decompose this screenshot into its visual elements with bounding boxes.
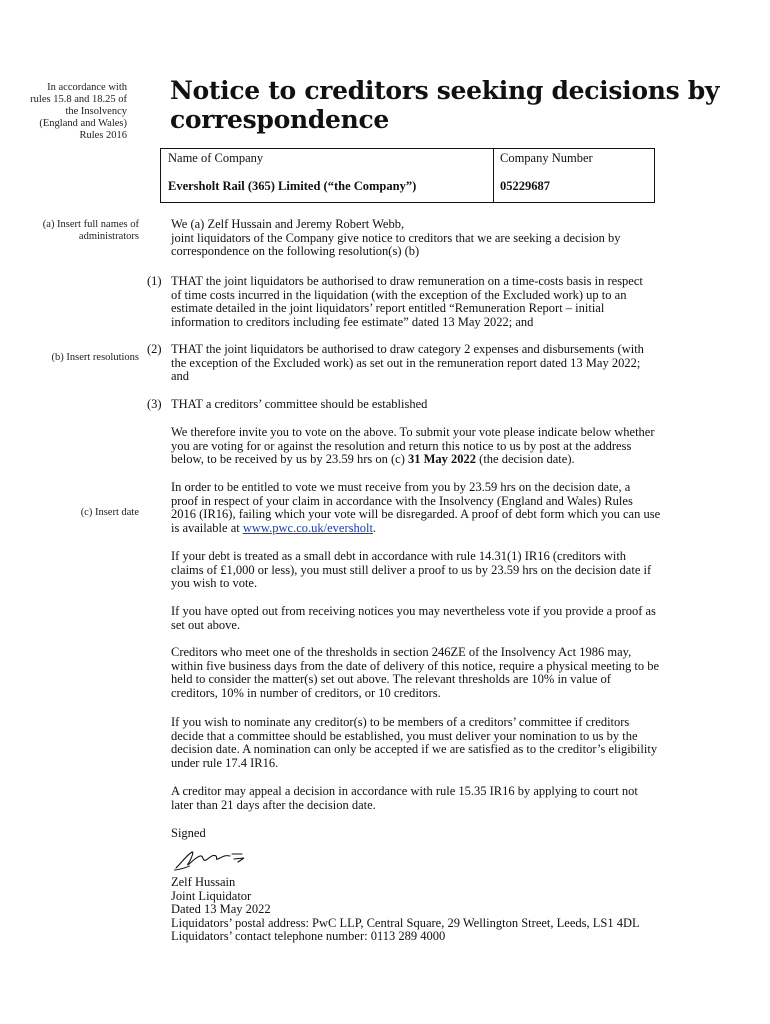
small-debt-line: claims of £1,000 or less), you must still deliver a proof to us by 23.59 hrs on the decision date if (171, 562, 652, 577)
rules-note-line: the Insolvency (65, 106, 127, 117)
title-line: correspondence (170, 105, 390, 134)
company-name-value: Eversholt Rail (365) Limited (“the Company”) (168, 179, 417, 193)
resolution-3 (171, 398, 721, 412)
contact-phone: Liquidators’ contact telephone number: 0113 289 4000 (171, 929, 446, 944)
invite-line: We therefore invite you to vote on the above. To submit your vote please indicate below whether (171, 425, 655, 439)
resolution-line: THAT a creditors’ committee should be established (171, 397, 428, 411)
signature-image (172, 846, 252, 872)
signed-label: Signed (171, 826, 206, 840)
opted-out-paragraph (171, 605, 721, 632)
admins-side-note (0, 219, 139, 243)
nominate-line: decide that a committee should be established, you must deliver your nomination to us by the (171, 728, 638, 743)
nominate-line: If you wish to nominate any creditor(s) to be members of a creditors’ committee if creditors (171, 715, 630, 729)
rules-note-line: Rules 2016 (79, 130, 127, 141)
rules-note-line: (England and Wales) (39, 118, 127, 129)
resolutions-side-note: (b) Insert resolutions (51, 352, 139, 363)
company-table (160, 148, 655, 203)
proof-paragraph (171, 481, 721, 535)
invite-text: below, to be received by us by 23.59 hrs on (c) (171, 452, 408, 467)
proof-text: . (372, 520, 377, 535)
resolution-line: information to creditors including fee estimate” dated 13 May 2022; and (171, 314, 534, 329)
appeal-line: later than 21 days after the decision date. (171, 797, 376, 812)
rules-note-line: rules 15.8 and 18.25 of (30, 94, 127, 105)
page-title (170, 76, 730, 134)
resolution-2-number: (2) (147, 342, 162, 356)
thresholds-line: held to consider the matter(s) set out above. The relevant thresholds are 10% in value of (171, 672, 611, 687)
table-divider (493, 149, 494, 202)
intro-line: We (a) Zelf Hussain and Jeremy Robert Webb, (171, 217, 405, 231)
proof-line (171, 522, 721, 536)
title-line: Notice to creditors seeking decisions by (170, 76, 720, 105)
signer-role: Joint Liquidator (171, 888, 252, 903)
small-debt-line: If your debt is treated as a small debt in accordance with rule 14.31(1) IR16 (creditors with (171, 549, 627, 563)
small-debt-line: you wish to vote. (171, 576, 258, 591)
opted-out-line: set out above. (171, 617, 241, 632)
intro-line: correspondence on the following resolution(s) (b) (171, 244, 420, 259)
appeal-paragraph (171, 785, 721, 812)
appeal-line: A creditor may appeal a decision in accordance with rule 15.35 IR16 by applying to court not (171, 784, 638, 798)
resolution-1 (171, 275, 721, 329)
proof-of-debt-link[interactable]: www.pwc.co.uk/eversholt (242, 520, 373, 535)
thresholds-paragraph (171, 646, 721, 700)
resolution-line: THAT the joint liquidators be authorised to draw remuneration on a time-costs basis in respect (171, 274, 643, 288)
proof-text: is available at (171, 520, 243, 535)
resolution-line: and (171, 369, 190, 384)
resolution-1-number: (1) (147, 274, 162, 288)
decision-date: 31 May 2022 (407, 452, 477, 467)
invite-line (171, 453, 721, 467)
nominate-line: decision date. A nomination can only be accepted if we are satisfied as to the creditor’s eligibility (171, 742, 658, 757)
company-name-label: Name of Company (168, 151, 264, 165)
rules-note-line: In accordance with (47, 82, 127, 93)
resolution-line: of time costs incurred in the liquidation (with the exception of the Excluded work) up to an (171, 287, 627, 302)
thresholds-line: Creditors who meet one of the thresholds in section 246ZE of the Insolvency Act 1986 may, (171, 645, 632, 659)
proof-line: proof in respect of your claim in accordance with the Insolvency (England and Wales) Rules (171, 493, 633, 508)
vote-invite-paragraph (171, 426, 721, 467)
resolution-3-number: (3) (147, 397, 162, 411)
admins-note-line: (a) Insert full names of (42, 219, 139, 230)
nominate-paragraph (171, 716, 721, 770)
nominate-line: under rule 17.4 IR16. (171, 755, 279, 770)
admins-note-line: administrators (78, 231, 139, 242)
rules-side-note (0, 82, 127, 142)
intro-line: joint liquidators of the Company give notice to creditors that we are seeking a decision by (171, 230, 621, 245)
proof-line: In order to be entitled to vote we must receive from you by 23.59 hrs on the decision date, a (171, 480, 631, 494)
signer-dated: Dated 13 May 2022 (171, 902, 271, 917)
small-debt-paragraph (171, 550, 721, 591)
company-number-value: 05229687 (500, 179, 550, 193)
opted-out-line: If you have opted out from receiving notices you may nevertheless vote if you provide a proof as (171, 604, 656, 618)
date-side-note: (c) Insert date (80, 507, 139, 518)
signer-name: Zelf Hussain (171, 875, 236, 889)
resolution-line: the exception of the Excluded work) as set out in the remuneration report dated 13 May 2022; (171, 355, 641, 370)
invite-line: you are voting for or against the resolution and return this notice to us by post at the address (171, 438, 632, 453)
company-number-label: Company Number (500, 151, 593, 165)
intro-paragraph (171, 218, 721, 259)
postal-address: Liquidators’ postal address: PwC LLP, Central Square, 29 Wellington Street, Leeds, LS1 4DL (171, 915, 640, 930)
resolution-line: estimate detailed in the joint liquidators’ report entitled “Remuneration Report – initial (171, 301, 605, 316)
proof-line: 2016 (IR16), failing which your vote will be disregarded. A proof of debt form which you can use (171, 507, 661, 522)
thresholds-line: creditors, 10% in number of creditors, or 10 creditors. (171, 685, 441, 700)
thresholds-line: within five business days from the date of delivery of this notice, require a physical meeting to be (171, 658, 660, 673)
resolution-2 (171, 343, 721, 384)
signer-block (171, 876, 721, 944)
invite-text: (the decision date). (476, 452, 575, 467)
resolution-line: THAT the joint liquidators be authorised to draw category 2 expenses and disbursements (with (171, 342, 644, 356)
